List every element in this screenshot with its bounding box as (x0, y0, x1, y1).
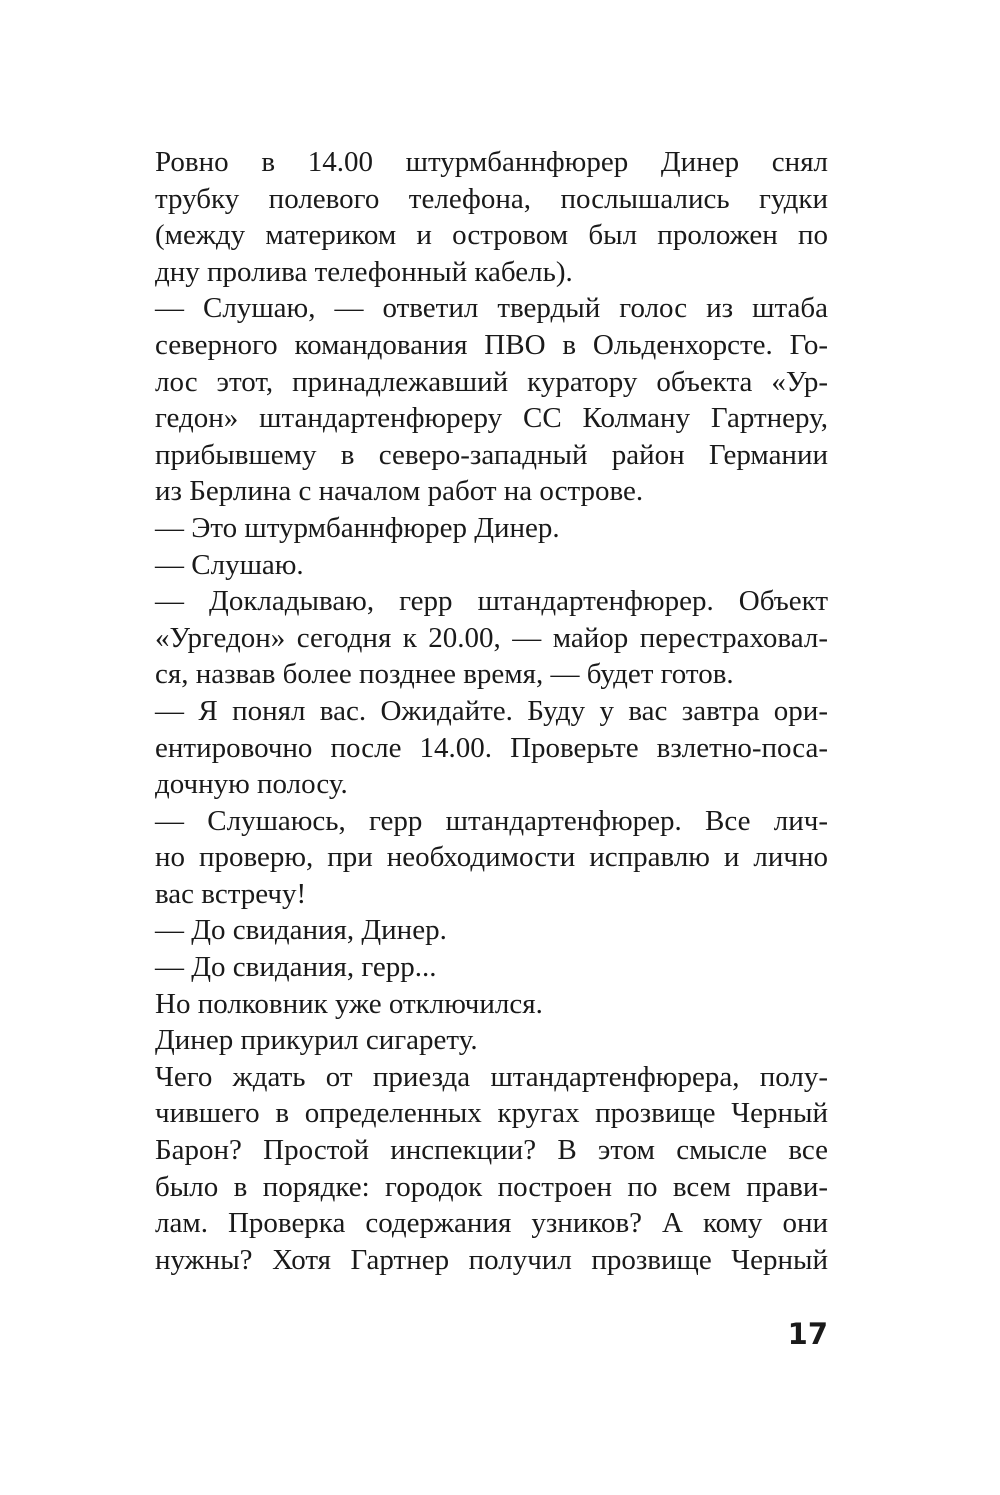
text-line: гедон» штандартенфюреру СС Колману Гартнеру, (155, 402, 828, 435)
text-line: — Я понял вас. Ожидайте. Буду у вас завтра ори- (155, 694, 828, 727)
text-line: Барон? Простой инспекции? В этом смысле все (155, 1134, 828, 1167)
text-line: дочную полосу. (155, 768, 348, 801)
text-line: дну пролива телефонный кабель). (155, 255, 573, 288)
text-line: Динер прикурил сигарету. (155, 1024, 478, 1057)
text-line: Чего ждать от приезда штандартенфюрера, полу- (155, 1060, 828, 1093)
text-line: «Ургедон» сегодня к 20.00, — майор перестраховал- (155, 621, 828, 654)
text-line: трубку полевого телефона, послышались гудки (155, 182, 828, 215)
text-line: прибывшему в северо-западный район Германии (155, 438, 828, 471)
text-line: — До свидания, герр... (155, 951, 437, 984)
text-line: нужны? Хотя Гартнер получил прозвище Черный (155, 1243, 828, 1276)
text-line: было в порядке: городок построен по всем прави- (155, 1170, 828, 1203)
text-line: — Докладываю, герр штандартенфюрер. Объект (155, 585, 828, 618)
body-text (155, 144, 828, 1278)
text-line: (между материком и островом был проложен по (155, 219, 828, 252)
text-line: Ровно в 14.00 штурмбаннфюрер Динер снял (155, 146, 828, 178)
text-line: из Берлина с началом работ на острове. (155, 475, 644, 508)
text-line: — До свидания, Динер. (155, 914, 447, 947)
page-number: 17 (787, 1317, 828, 1351)
text-line: — Слушаю. (155, 548, 304, 581)
text-line: — Слушаюсь, герр штандартенфюрер. Все лич- (155, 804, 828, 837)
text-line: вас встречу! (155, 877, 307, 910)
text-line: — Слушаю, — ответил твердый голос из штаба (155, 292, 828, 325)
text-line: чившего в определенных кругах прозвище Черный (155, 1097, 828, 1130)
text-line: ентировочно после 14.00. Проверьте взлетно-поса- (155, 731, 828, 764)
text-line: северного командования ПВО в Ольденхорсте. Го- (155, 328, 828, 361)
text-line: ся, назвав более позднее время, — будет готов. (155, 658, 734, 691)
text-line: лам. Проверка содержания узников? А кому они (155, 1207, 828, 1240)
text-line: Но полковник уже отключился. (155, 987, 543, 1020)
text-line: но проверю, при необходимости исправлю и лично (155, 841, 828, 874)
text-line: лос этот, принадлежавший куратору объекта «Ур- (155, 365, 828, 398)
text-line: — Это штурмбаннфюрер Динер. (155, 511, 560, 544)
